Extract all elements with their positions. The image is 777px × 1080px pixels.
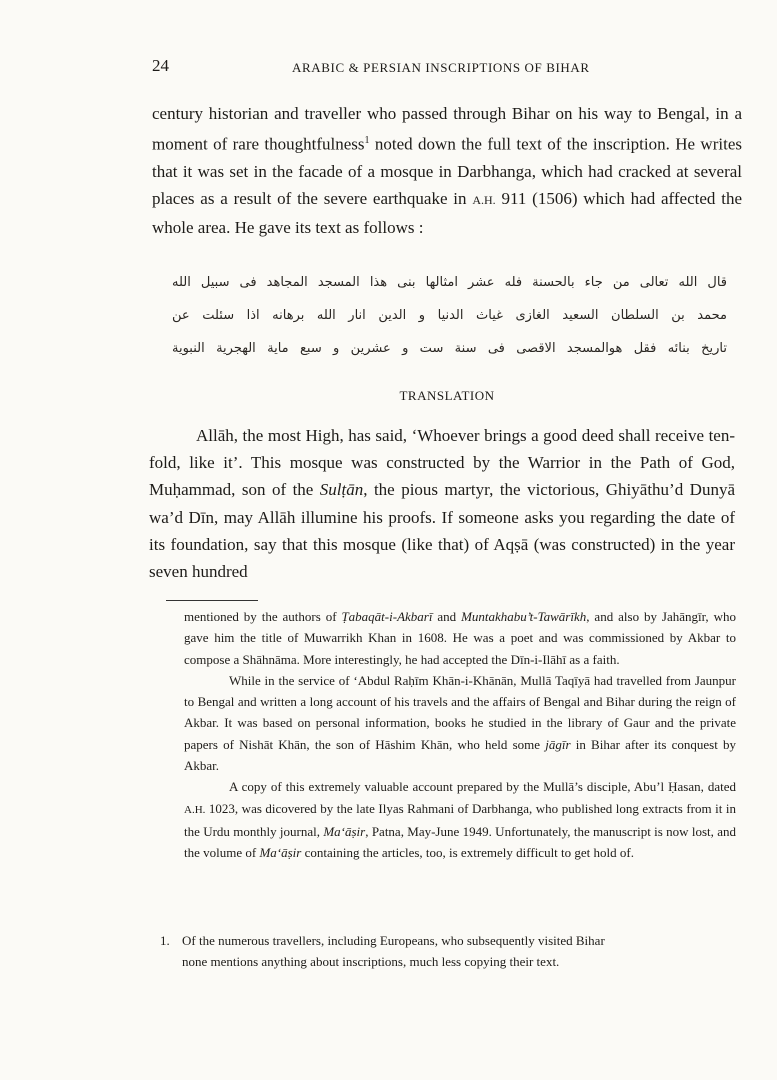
note-paragraph-1 bbox=[184, 606, 736, 670]
intro-paragraph bbox=[152, 100, 742, 242]
note1-b: and bbox=[432, 609, 462, 624]
footnote-text-1: Of the numerous travellers, including Europeans, who subsequently visited Bihar bbox=[182, 933, 605, 948]
note3-em1: Ma‘āṣir bbox=[323, 823, 366, 839]
footnote-line-1 bbox=[160, 930, 736, 951]
note3-c: , Patna, May-June 1949. Unfortunately, the manuscript is now lost, and the volume of bbox=[184, 823, 736, 861]
note1-em2: Muntakhabu’t-Tawārīkh bbox=[461, 609, 587, 624]
note3-d: containing the articles, too, is extremely difficult to get hold of. bbox=[301, 845, 634, 861]
note3-b: 1023, was dicovered by the late Ilyas Rahmani of Darbhanga, who published long extracts from it in the Urdu monthly journal, bbox=[184, 800, 736, 839]
note1-em1: Ṭabaqāt-i-Akbarī bbox=[341, 609, 433, 624]
note2-b: in Bihar after its conquest by Akbar. bbox=[184, 736, 736, 774]
arabic-line-3: تاريخ بنائه فقل هوالمسجد الاقصى فى سنة ست و عشرين و سبع ماية الهجرية النبوية bbox=[172, 341, 727, 356]
intro-text-3: 911 (1506) which had affected the whole area. He gave its text as follows : bbox=[152, 189, 742, 238]
note3-a: A copy of this extremely valuable account prepared by the Mullā’s disciple, Abu’l Ḥasan, dated bbox=[229, 779, 736, 795]
footnote-number: 1. bbox=[160, 933, 170, 948]
footnote-1 bbox=[160, 930, 736, 973]
page-number: 24 bbox=[152, 56, 169, 75]
translation-text-2: , the pious martyr, the victorious, Ghiyāthu’d Dunyā wa’d Dīn, may Allāh illumine his proofs. If someone asks you regarding the date of its foundation, say that this mosque (like that) of Aqṣā (was constructed) in the year seven hundred bbox=[149, 480, 735, 582]
era-abbreviation: A.H. bbox=[472, 193, 496, 208]
translation-text-1: Allāh, the most High, has said, ‘Whoever brings a good deed shall receive ten-fold, like it’. This mosque was constructed by the Warrior in the Path of God, Muḥammad, son of the bbox=[149, 426, 735, 500]
note1-a: mentioned by the authors of bbox=[184, 609, 342, 624]
arabic-line-1: قال الله تعالى من جاء بالحسنة فله عشر امثالها بنى هذا المسجد المجاهد فى سبيل الله bbox=[172, 275, 727, 290]
arabic-line-2: محمد بن السلطان السعيد الغازى غياث الدنيا و الدين انار الله برهانه اذا سئلت عن bbox=[172, 308, 727, 323]
continued-notes bbox=[184, 606, 736, 864]
note2-em: jāgīr bbox=[545, 736, 571, 752]
intro-text-1: century historian and traveller who passed through Bihar on his way to Bengal, in a moment of rare thoughtfulness bbox=[152, 104, 742, 154]
translation-heading: TRANSLATION bbox=[399, 388, 495, 403]
translation-paragraph bbox=[149, 422, 735, 585]
note2-a: While in the service of ‘Abdul Raḥīm Khān-i-Khānān, Mullā Taqīyā had travelled from Jaunpur to Bengal and written a long account of his travels and the affairs of Bengal and Bihar during the reign of Akbar. It was based on personal information, books he studied in the library of Gaur and the private papers of Nishāt Khān, the son of Hāshim Khān, who held some bbox=[184, 672, 736, 752]
footnote-marker: 1 bbox=[364, 135, 370, 147]
note3-era: A.H. bbox=[184, 803, 206, 816]
intro-text-2: noted down the full text of the inscription. He writes that it was set in the facade of a mosque in Darbhanga, which had cracked at several places as a result of the severe earthquake in bbox=[152, 134, 742, 209]
note-paragraph-3 bbox=[184, 776, 736, 863]
page-header bbox=[152, 56, 742, 78]
note1-c: , and also by Jahāngīr, who gave him the title of Muwarrikh Khan in 1608. He was a poet and was commissioned by Akbar to compose a Shāhnāma. More interestingly, he had accepted the Dīn-i-Ilāhī as a faith. bbox=[184, 609, 736, 667]
note-paragraph-2 bbox=[184, 670, 736, 776]
note3-em2: Ma‘āṣir bbox=[259, 845, 302, 861]
translation-emphasis: Sulṭān bbox=[319, 480, 364, 500]
running-title: ARABIC & PERSIAN INSCRIPTIONS OF BIHAR bbox=[292, 60, 590, 75]
footnote-line-2: none mentions anything about inscriptions, much less copying their text. bbox=[182, 954, 560, 970]
arabic-inscription bbox=[172, 266, 727, 365]
footnote-divider bbox=[166, 600, 258, 601]
